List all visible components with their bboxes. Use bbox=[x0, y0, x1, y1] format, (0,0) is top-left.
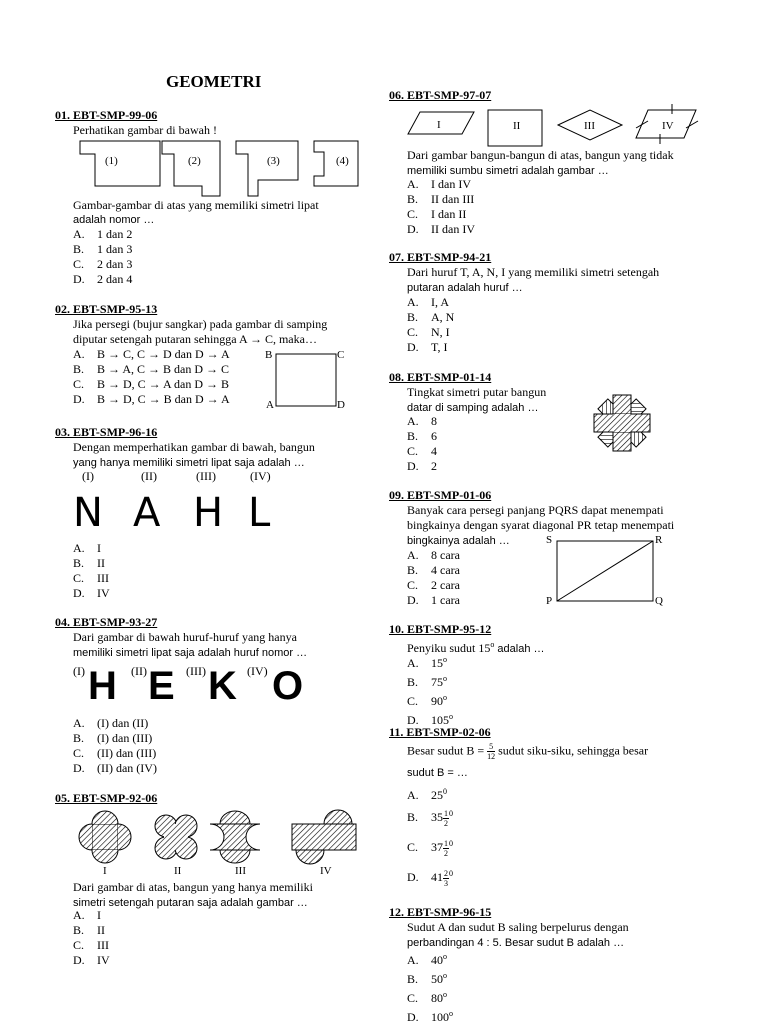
q03-letter-3: H bbox=[193, 490, 224, 536]
q11-option-a[interactable]: A. $25^0$ bbox=[407, 787, 447, 802]
q08-line2: datar di samping adalah … bbox=[407, 402, 539, 414]
q05-label-2: II bbox=[174, 865, 182, 876]
q07-option-c[interactable]: C. N, I bbox=[407, 325, 450, 339]
q04-letter-2: E bbox=[148, 664, 175, 708]
q02-option-c[interactable]: C. B → D, C → A dan D → B bbox=[73, 377, 230, 391]
q08-line1: Tingkat simetri putar bangun bbox=[407, 385, 547, 399]
q04-option-c[interactable]: C. (II) dan (III) bbox=[73, 746, 157, 760]
q12-line2: perbandingan 4 : 5. Besar sudut B adalah … bbox=[407, 937, 625, 949]
q01-shape-1 bbox=[80, 141, 160, 186]
q01-shape-3 bbox=[236, 141, 298, 196]
q12-header: 12. EBT-SMP-96-15 bbox=[389, 905, 492, 919]
q08-figure bbox=[582, 390, 662, 456]
q06-option-a[interactable]: A. I dan IV bbox=[407, 177, 471, 191]
q04-option-b[interactable]: B. (I) dan (III) bbox=[73, 731, 153, 745]
q02-square bbox=[276, 354, 336, 406]
q07-header: 07. EBT-SMP-94-21 bbox=[389, 250, 492, 264]
q08-option-d[interactable]: D. 2 bbox=[407, 459, 437, 473]
q12-option-b[interactable]: B. 50$^o$ bbox=[407, 971, 447, 986]
q05-label-4: IV bbox=[320, 865, 332, 876]
q03-letter-4: L bbox=[248, 490, 271, 536]
q07-option-a[interactable]: A. I, A bbox=[407, 295, 449, 309]
q01-label-4: (4) bbox=[336, 155, 349, 167]
q03-option-a[interactable]: A. I bbox=[73, 541, 101, 555]
q02-option-d[interactable]: D. B → D, C → B dan D → A bbox=[73, 392, 230, 406]
q03-label-4: (IV) bbox=[250, 469, 271, 483]
q02-line1: Jika persegi (bujur sangkar) pada gambar di samping bbox=[73, 317, 328, 331]
q10-option-a[interactable]: A. 15$^o$ bbox=[407, 655, 447, 670]
page-title: GEOMETRI bbox=[166, 72, 262, 91]
q09-rectangle-figure bbox=[543, 530, 673, 610]
q01-label-1: (1) bbox=[105, 155, 118, 167]
q06-label-1: I bbox=[437, 119, 441, 131]
q03-label-2: (II) bbox=[141, 469, 157, 483]
q04-letter-1: H bbox=[88, 664, 117, 708]
q11-option-b[interactable]: B. 35 $\frac{1}{2}$ $^0$ bbox=[407, 808, 453, 828]
q04-label-4: (IV) bbox=[247, 664, 268, 678]
q05-shape-4 bbox=[292, 810, 356, 864]
q04-header: 04. EBT-SMP-93-27 bbox=[55, 615, 158, 629]
q04-label-3: (III) bbox=[186, 664, 206, 678]
q06-option-b[interactable]: B. II dan III bbox=[407, 192, 475, 206]
q11-fraction: $\frac{5}{12}$ bbox=[487, 742, 496, 761]
q05-label-1: I bbox=[103, 865, 107, 876]
q03-label-3: (III) bbox=[196, 469, 216, 483]
q11-header: 11. EBT-SMP-02-06 bbox=[389, 725, 491, 739]
q05-option-d[interactable]: D. IV bbox=[73, 953, 110, 967]
q03-option-d[interactable]: D. IV bbox=[73, 586, 110, 600]
q01-option-d[interactable]: D. 2 dan 4 bbox=[73, 272, 133, 286]
q05-shape-2 bbox=[155, 815, 197, 859]
q10-option-d[interactable]: D. 105$^o$ bbox=[407, 712, 453, 727]
q06-label-2: II bbox=[513, 120, 521, 132]
q05-line1: Dari gambar di atas, bangun yang hanya memiliki bbox=[73, 880, 313, 894]
q05-figures bbox=[70, 808, 370, 876]
q09-header: 09. EBT-SMP-01-06 bbox=[389, 488, 492, 502]
q04-label-2: (II) bbox=[131, 664, 147, 678]
q03-line1: Dengan memperhatikan gambar di bawah, bangun bbox=[73, 440, 315, 454]
q02-corner-c: C bbox=[337, 349, 345, 361]
q05-line2: simetri setengah putaran saja adalah gambar … bbox=[73, 897, 308, 909]
q05-label-3: III bbox=[235, 865, 246, 876]
q01-option-b[interactable]: B. 1 dan 3 bbox=[73, 242, 133, 256]
q09-option-b[interactable]: B. 4 cara bbox=[407, 563, 460, 577]
q03-label-1: (I) bbox=[82, 469, 94, 483]
q07-option-d[interactable]: D. T, I bbox=[407, 340, 448, 354]
q12-option-d[interactable]: D. 100$^o$ bbox=[407, 1009, 453, 1024]
q09-line1: Banyak cara persegi panjang PQRS dapat menempati bbox=[407, 503, 664, 517]
q10-question: Penyiku sudut 15$^o$ adalah … bbox=[407, 640, 545, 655]
q02-option-a[interactable]: A. B → C, C → D dan D → A bbox=[73, 347, 230, 361]
q03-letter-1: N bbox=[73, 490, 103, 536]
q01-label-3: (3) bbox=[267, 155, 280, 167]
q02-corner-a: A bbox=[266, 399, 274, 411]
q01-header: 01. EBT-SMP-99-06 bbox=[55, 108, 158, 122]
q06-tick-right bbox=[686, 121, 698, 128]
q10-option-c[interactable]: C. 90$^o$ bbox=[407, 693, 447, 708]
q02-line2: diputar setengah putaran sehingga A → C, maka… bbox=[73, 332, 317, 346]
q01-question-line1: Gambar-gambar di atas yang memiliki simetri lipat bbox=[73, 198, 319, 212]
q01-label-2: (2) bbox=[188, 155, 201, 167]
q05-shape-1 bbox=[79, 811, 131, 863]
q09-corner-r: R bbox=[655, 534, 663, 546]
q10-option-b[interactable]: B. 75$^o$ bbox=[407, 674, 447, 689]
q04-letter-3: K bbox=[208, 664, 237, 708]
q01-intro: Perhatikan gambar di bawah ! bbox=[73, 123, 217, 137]
q05-option-b[interactable]: B. II bbox=[73, 923, 105, 937]
q01-figures bbox=[70, 138, 370, 200]
q08-option-c[interactable]: C. 4 bbox=[407, 444, 437, 458]
q04-option-a[interactable]: A. (I) dan (II) bbox=[73, 716, 149, 730]
q01-shape-2 bbox=[162, 141, 220, 196]
q09-option-d[interactable]: D. 1 cara bbox=[407, 593, 460, 607]
q02-option-b[interactable]: B. B → A, C → B dan D → C bbox=[73, 362, 230, 376]
q03-option-b[interactable]: B. II bbox=[73, 556, 105, 570]
q04-letter-4: O bbox=[272, 664, 304, 708]
q05-shape-3 bbox=[210, 811, 260, 863]
q06-header: 06. EBT-SMP-97-07 bbox=[389, 88, 492, 102]
q04-option-d[interactable]: D. (II) dan (IV) bbox=[73, 761, 157, 775]
q07-option-b[interactable]: B. A, N bbox=[407, 310, 455, 324]
q02-corner-d: D bbox=[337, 399, 345, 411]
q12-option-a[interactable]: A. 40$^o$ bbox=[407, 952, 447, 967]
q03-line2: yang hanya memiliki simetri lipat saja adalah … bbox=[73, 457, 305, 469]
q07-line2: putaran adalah huruf … bbox=[407, 282, 523, 294]
q06-label-4: IV bbox=[662, 120, 674, 132]
q05-header: 05. EBT-SMP-92-06 bbox=[55, 791, 158, 805]
q01-option-c[interactable]: C. 2 dan 3 bbox=[73, 257, 133, 271]
q12-option-c[interactable]: C. 80$^o$ bbox=[407, 990, 447, 1005]
q06-tick-left bbox=[636, 121, 648, 128]
q11-option-d[interactable]: D. 41 $\frac{2}{3}$ $^0$ bbox=[407, 868, 453, 888]
q02-corner-b: B bbox=[265, 349, 273, 361]
q11-line1: Besar sudut B = $\frac{5}{12}$ sudut siku-siku, sehingga besar bbox=[407, 742, 649, 761]
q01-question-line2: adalah nomor … bbox=[73, 214, 155, 226]
q09-line2: bingkainya dengan syarat diagonal PR tetap menempati bbox=[407, 518, 675, 532]
q08-option-a[interactable]: A. 8 bbox=[407, 414, 437, 428]
q02-square-figure bbox=[262, 346, 354, 412]
q08-option-b[interactable]: B. 6 bbox=[407, 429, 437, 443]
q11-option-c[interactable]: C. 37 $\frac{1}{2}$ $^0$ bbox=[407, 838, 453, 858]
q03-option-c[interactable]: C. III bbox=[73, 571, 109, 585]
q06-option-c[interactable]: C. I dan II bbox=[407, 207, 467, 221]
q09-corner-s: S bbox=[546, 534, 553, 546]
q04-label-1: (I) bbox=[73, 664, 85, 678]
q09-option-a[interactable]: A. 8 cara bbox=[407, 548, 460, 562]
q06-label-3: III bbox=[584, 120, 595, 132]
q04-line1: Dari gambar di bawah huruf-huruf yang hanya bbox=[73, 630, 297, 644]
q08-header: 08. EBT-SMP-01-14 bbox=[389, 370, 492, 384]
q11-line2: sudut B = … bbox=[407, 767, 468, 779]
q06-line2: memiliki sumbu simetri adalah gambar … bbox=[407, 165, 609, 177]
q03-letter-2: A bbox=[133, 490, 161, 536]
q06-line1: Dari gambar bangun-bangun di atas, bangun yang tidak bbox=[407, 148, 674, 162]
q09-option-c[interactable]: C. 2 cara bbox=[407, 578, 460, 592]
q06-option-d[interactable]: D. II dan IV bbox=[407, 222, 475, 236]
q12-line1: Sudut A dan sudut B saling berpelurus dengan bbox=[407, 920, 629, 934]
q09-line3: bingkainya adalah … bbox=[407, 535, 510, 547]
q05-option-c[interactable]: C. III bbox=[73, 938, 109, 952]
q04-line2: memiliki simetri lipat saja adalah huruf nomor … bbox=[73, 647, 308, 659]
q01-option-a[interactable]: A. 1 dan 2 bbox=[73, 227, 133, 241]
q03-header: 03. EBT-SMP-96-16 bbox=[55, 425, 158, 439]
q09-diagonal-pr bbox=[557, 541, 653, 601]
q10-header: 10. EBT-SMP-95-12 bbox=[389, 622, 492, 636]
q06-shape-1 bbox=[408, 112, 474, 134]
q07-line1: Dari huruf T, A, N, I yang memiliki simetri setengah bbox=[407, 265, 660, 279]
q09-corner-p: P bbox=[546, 595, 553, 607]
q06-figures bbox=[400, 104, 700, 150]
q02-header: 02. EBT-SMP-95-13 bbox=[55, 302, 158, 316]
q09-corner-q: Q bbox=[655, 595, 663, 607]
q05-option-a[interactable]: A. I bbox=[73, 908, 101, 922]
